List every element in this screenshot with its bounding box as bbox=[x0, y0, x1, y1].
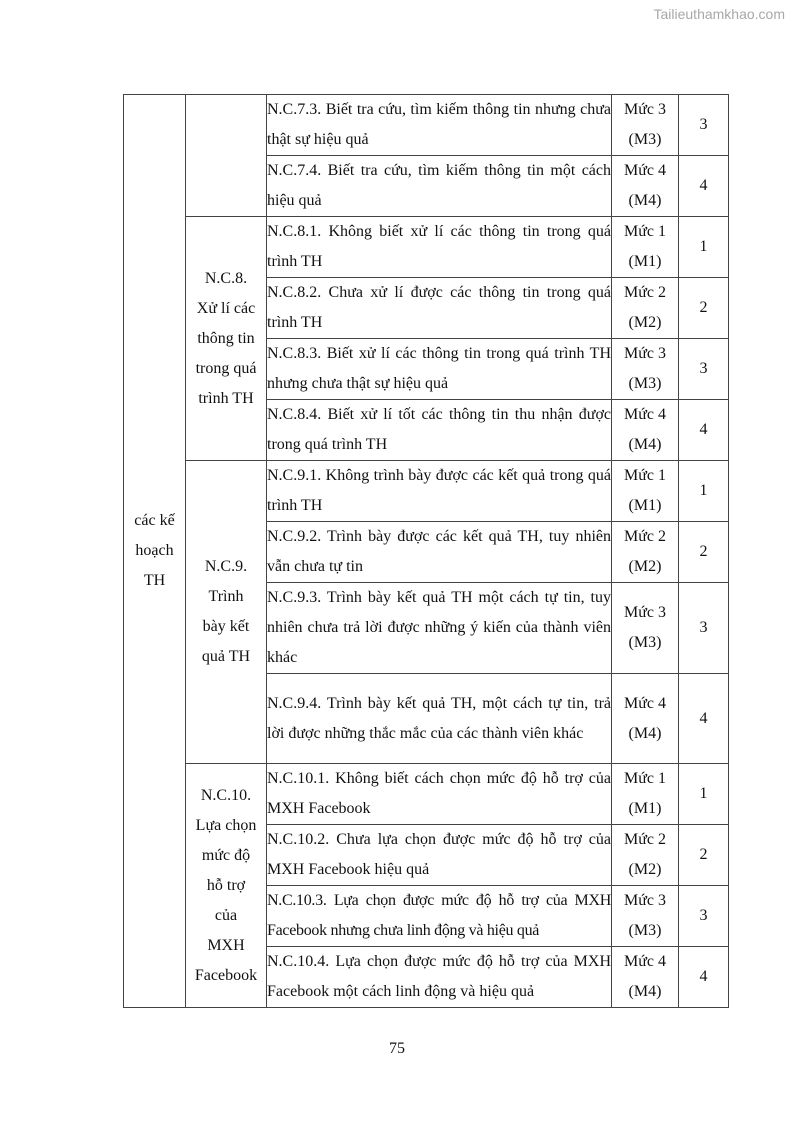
table-row bbox=[124, 461, 729, 522]
description-cell: N.C.9.2. Trình bày được các kết quả TH, tuy nhiên vẫn chưa tự tin bbox=[267, 522, 612, 583]
table-row bbox=[124, 217, 729, 278]
table-row bbox=[124, 95, 729, 156]
criterion-cell-nc9: N.C.9. Trình bày kết quả TH bbox=[186, 461, 267, 764]
level-cell: Mức 2 (M2) bbox=[612, 522, 679, 583]
table-row bbox=[124, 764, 729, 825]
score-cell: 4 bbox=[679, 400, 729, 461]
level-cell: Mức 1 (M1) bbox=[612, 217, 679, 278]
score-cell: 4 bbox=[679, 674, 729, 764]
description-cell: N.C.10.3. Lựa chọn được mức độ hỗ trợ của MXH Facebook nhưng chưa linh động và hiệu quả bbox=[267, 886, 612, 947]
score-cell: 3 bbox=[679, 886, 729, 947]
description-cell: N.C.10.2. Chưa lựa chọn được mức độ hỗ trợ của MXH Facebook hiệu quả bbox=[267, 825, 612, 886]
level-cell: Mức 3 (M3) bbox=[612, 95, 679, 156]
description-cell: N.C.8.1. Không biết xử lí các thông tin trong quá trình TH bbox=[267, 217, 612, 278]
level-cell: Mức 4 (M4) bbox=[612, 674, 679, 764]
score-cell: 1 bbox=[679, 764, 729, 825]
score-cell: 1 bbox=[679, 217, 729, 278]
criterion-cell-nc10: N.C.10. Lựa chọn mức độ hỗ trợ của MXH Facebook bbox=[186, 764, 267, 1008]
score-cell: 3 bbox=[679, 339, 729, 400]
rubric-table bbox=[123, 94, 729, 1008]
level-cell: Mức 2 (M2) bbox=[612, 278, 679, 339]
level-cell: Mức 1 (M1) bbox=[612, 461, 679, 522]
description-cell: N.C.9.3. Trình bày kết quả TH một cách tự tin, tuy nhiên chưa trả lời được những ý kiến của thành viên khác bbox=[267, 583, 612, 674]
score-cell: 2 bbox=[679, 825, 729, 886]
description-cell: N.C.8.4. Biết xử lí tốt các thông tin thu nhận được trong quá trình TH bbox=[267, 400, 612, 461]
level-cell: Mức 4 (M4) bbox=[612, 156, 679, 217]
score-cell: 3 bbox=[679, 583, 729, 674]
score-cell: 4 bbox=[679, 156, 729, 217]
description-cell: N.C.8.2. Chưa xử lí được các thông tin trong quá trình TH bbox=[267, 278, 612, 339]
score-cell: 2 bbox=[679, 278, 729, 339]
description-cell: N.C.7.3. Biết tra cứu, tìm kiếm thông tin nhưng chưa thật sự hiệu quả bbox=[267, 95, 612, 156]
score-cell: 4 bbox=[679, 947, 729, 1008]
description-cell: N.C.9.1. Không trình bày được các kết quả trong quá trình TH bbox=[267, 461, 612, 522]
level-cell: Mức 2 (M2) bbox=[612, 825, 679, 886]
level-cell: Mức 3 (M3) bbox=[612, 583, 679, 674]
score-cell: 1 bbox=[679, 461, 729, 522]
criterion-cell-nc8: N.C.8. Xử lí các thông tin trong quá trình TH bbox=[186, 217, 267, 461]
watermark: Tailieuthamkhao.com bbox=[653, 6, 785, 22]
description-cell: N.C.10.1. Không biết cách chọn mức độ hỗ trợ của MXH Facebook bbox=[267, 764, 612, 825]
level-cell: Mức 4 (M4) bbox=[612, 947, 679, 1008]
level-cell: Mức 3 (M3) bbox=[612, 339, 679, 400]
level-cell: Mức 1 (M1) bbox=[612, 764, 679, 825]
level-cell: Mức 4 (M4) bbox=[612, 400, 679, 461]
description-cell: N.C.9.4. Trình bày kết quả TH, một cách tự tin, trả lời được những thắc mắc của các thành viên khác bbox=[267, 674, 612, 764]
score-cell: 3 bbox=[679, 95, 729, 156]
page-number: 75 bbox=[389, 1040, 405, 1057]
description-cell: N.C.10.4. Lựa chọn được mức độ hỗ trợ của MXH Facebook một cách linh động và hiệu quả bbox=[267, 947, 612, 1008]
plan-column-text: các kế hoạch TH bbox=[134, 512, 175, 589]
description-cell: N.C.7.4. Biết tra cứu, tìm kiếm thông tin một cách hiệu quả bbox=[267, 156, 612, 217]
description-cell: N.C.8.3. Biết xử lí các thông tin trong quá trình TH nhưng chưa thật sự hiệu quả bbox=[267, 339, 612, 400]
criterion-cell-nc7 bbox=[186, 95, 267, 217]
plan-column-cell bbox=[124, 95, 186, 1008]
level-cell: Mức 3 (M3) bbox=[612, 886, 679, 947]
score-cell: 2 bbox=[679, 522, 729, 583]
